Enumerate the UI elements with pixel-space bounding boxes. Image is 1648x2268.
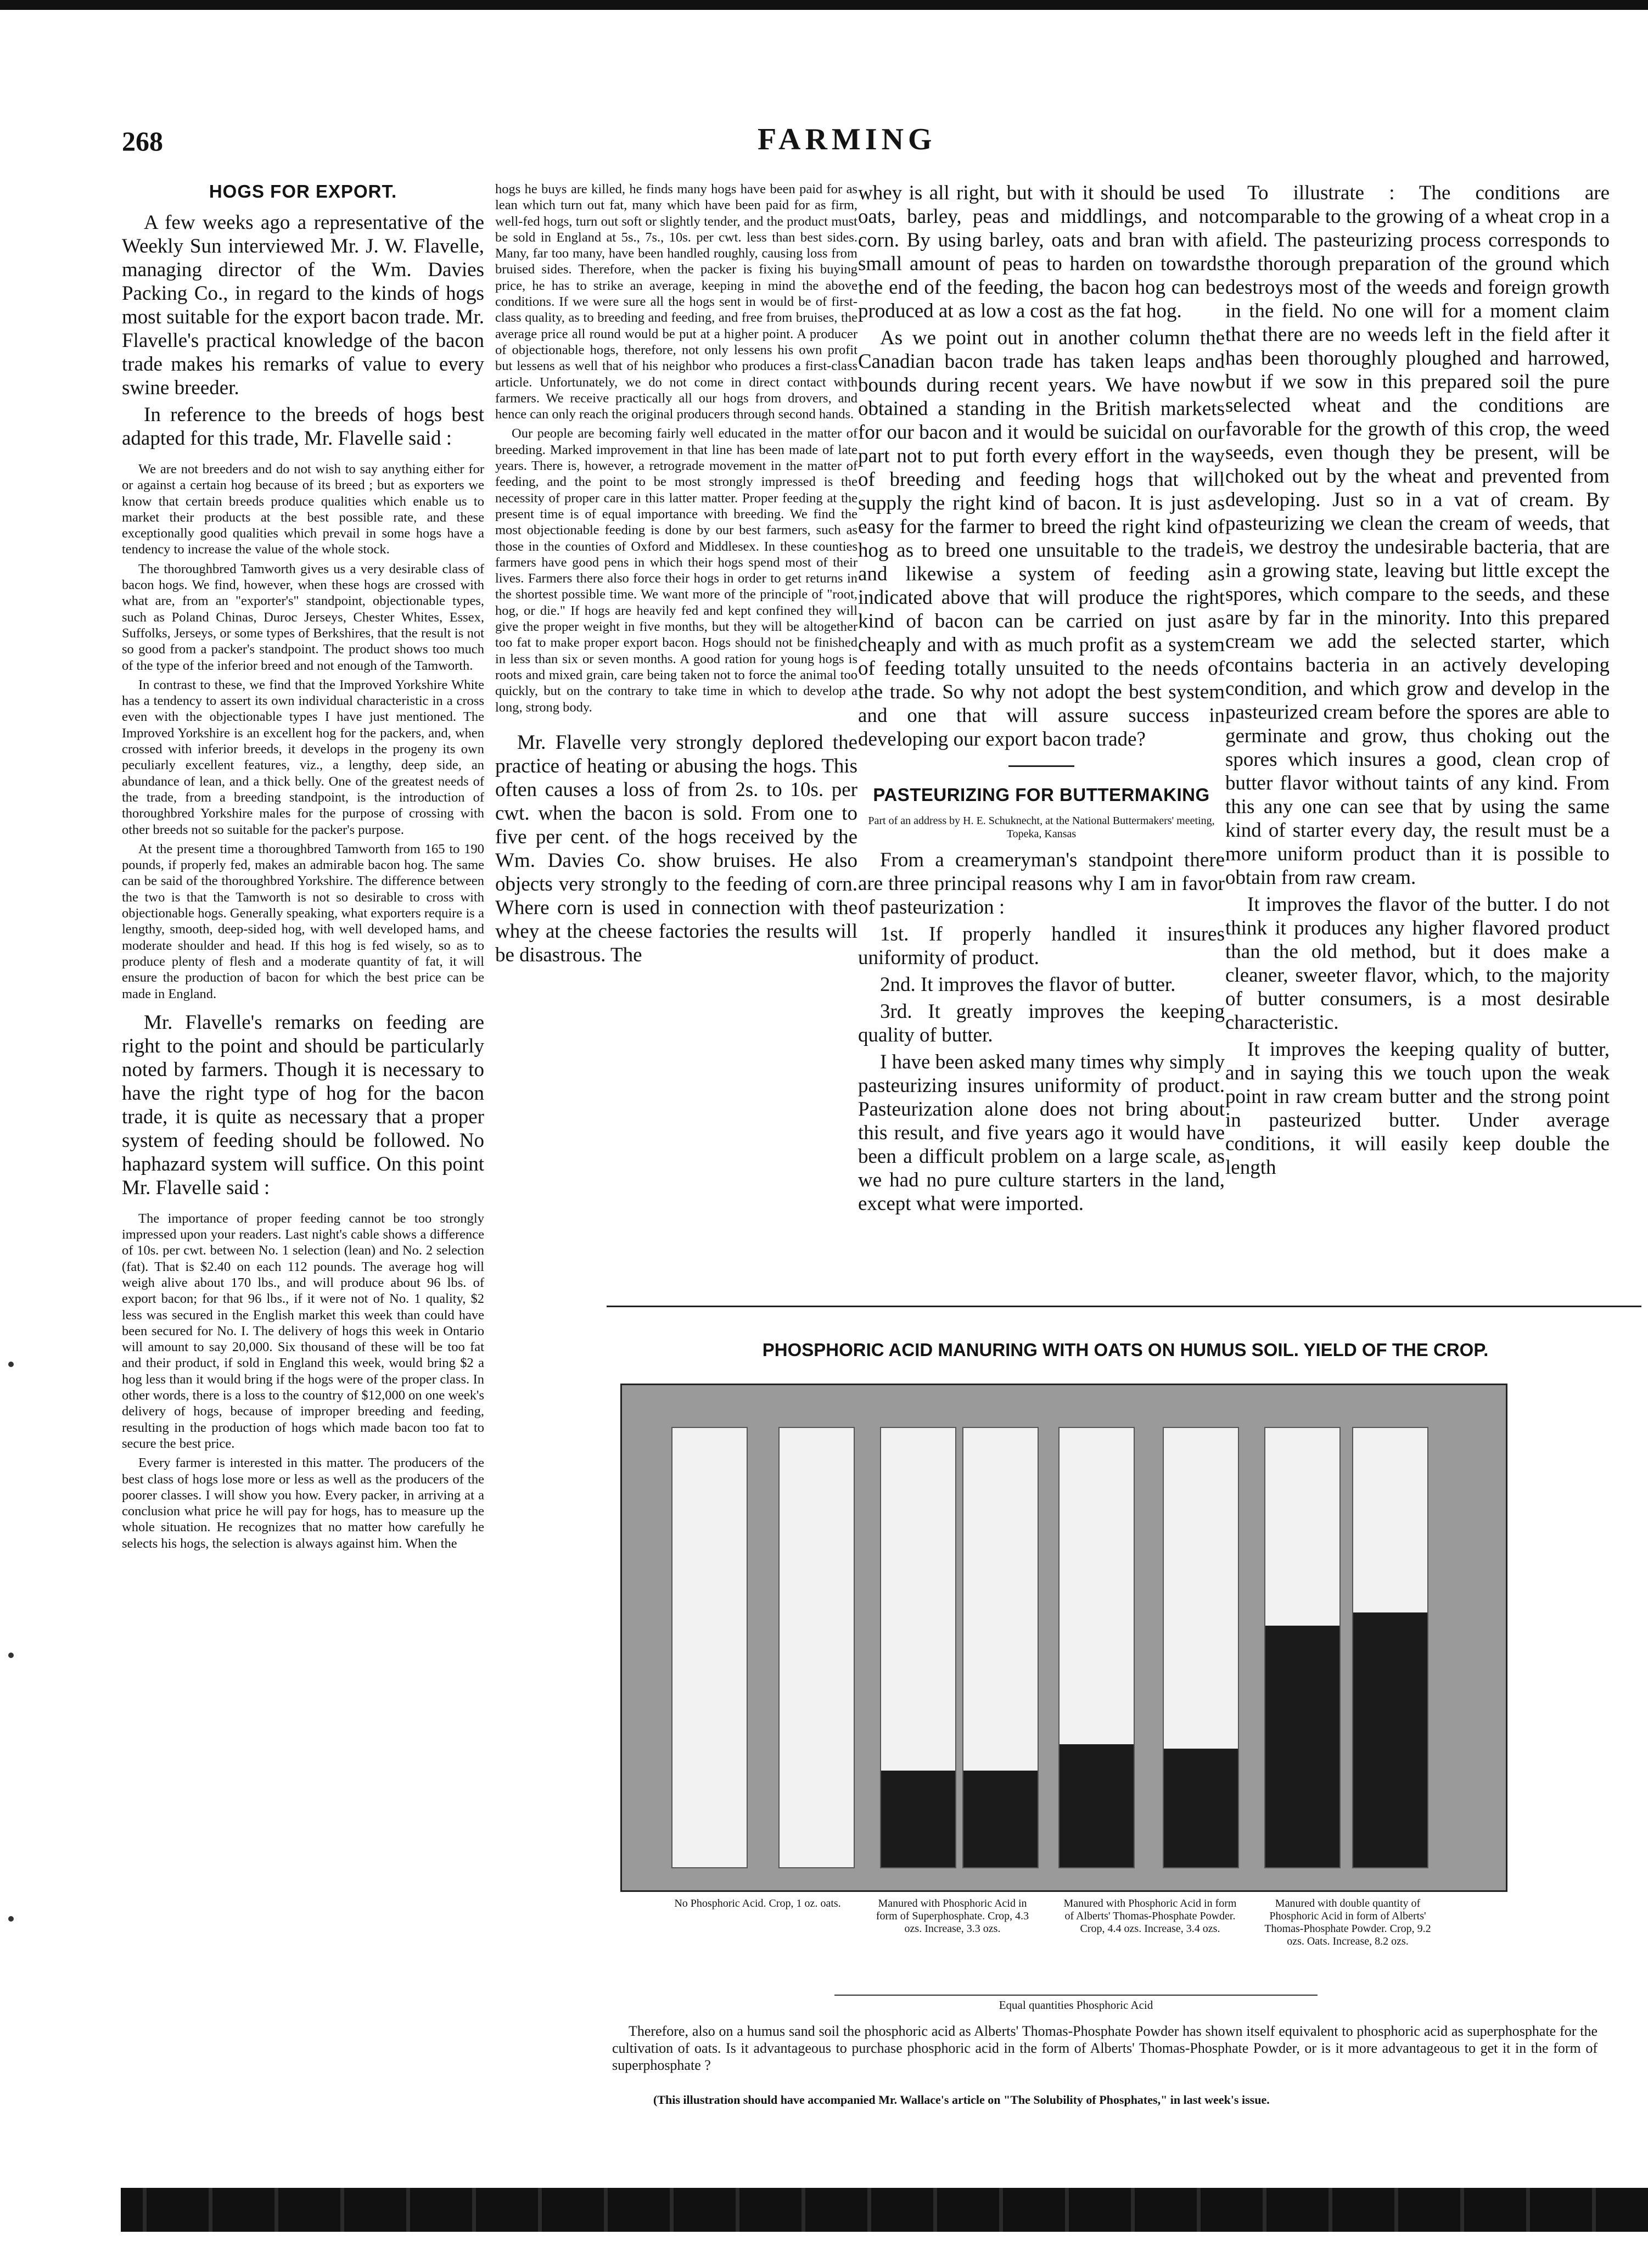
hogs-closing-paragraph: Mr. Flavelle very strongly deplored the practice of heating or abusing the hogs. This often causes a loss of from 2s. to 10s. per cwt. when the bacon is sold. From one to five per cent. of the hogs received by the Wm. Davies Co. show bruises. He also objects very strongly to the feeding of corn. Where corn is used in connection with the whey at the cheese factories the results will be disastrous. The [495, 731, 857, 966]
hogs-intro-paragraph: In reference to the breeds of hogs best adapted for this trade, Mr. Flavelle said : [122, 404, 484, 450]
pot [1058, 1427, 1135, 1868]
hogs-quote-paragraph: We are not breeders and do not wish to say anything either for or against a certain hog because of its breed ; but as exporters we know that certain breeds produce qualities which enable us to market their products at the best possible rate, and these exceptionally good qualities which prevail in some hogs have a tendency to increase the value of the whole stock. [122, 462, 484, 557]
oat-yield-fill [1164, 1749, 1238, 1867]
butter-paragraph: I have been asked many times why simply pasteurizing insures uniformity of product. Pasteurization alone does not bring about this result, and five years ago it would have been a difficult problem on a large scale, as we had no pure culture starters in the land, except what were imported. [858, 1051, 1225, 1215]
pot [962, 1427, 1039, 1868]
column-3 [858, 181, 1225, 1219]
margin-mark [8, 1916, 14, 1922]
pot [671, 1427, 748, 1868]
top-border-rule [0, 0, 1648, 10]
hogs-closing-paragraph: whey is all right, but with it should be used oats, barley, peas and middlings, and not corn. By using barley, oats and bran with a small amount of peas to harden on towards the end of the feeding, the bacon hog can be produced at as low a cost as the fat hog. [858, 182, 1225, 322]
oat-pots-photograph [620, 1384, 1507, 1892]
figure-caption: No Phosphoric Acid. Crop, 1 oz. oats. [674, 1897, 841, 1909]
oat-yield-fill [1265, 1626, 1339, 1867]
figure-note: Therefore, also on a humus sand soil the phosphoric acid as Alberts' Thomas-Phosphate Powder has shown itself equivalent to phosphoric acid as superphosphate for the cultivation of oats. Is it advantageous to purchase phosphoric acid in the form of Alberts' Thomas-Phosphate Powder, or is it more advantageous to get it in the form of superphosphate ? [612, 2023, 1597, 2073]
pot [1264, 1427, 1341, 1868]
equal-quantities-label: Equal quantities Phosphoric Acid [999, 1998, 1153, 2012]
hogs-quote-paragraph: The thoroughbred Tamworth gives us a very desirable class of bacon hogs. We find, however, when these hogs are crossed with what are, from an "exporter's" standpoint, objectionable types, such as Poland Chinas, Duroc Jerseys, Chester Whites, Essex, Suffolks, Jerseys, or some types of Berkshires, that the result is not so good from a packer's standpoint. The product shows too much of the type of the inferior breed and not enough of the Tamworth. [122, 561, 484, 673]
hogs-closing-paragraph: As we point out in another column the Canadian bacon trade has taken leaps and bounds during recent years. We have now obtained a standing in the British markets for our bacon and it would be suicidal on our part not to put forth every effort in the way of breeding and feeding hogs that will supply the right kind of bacon. It is just as easy for the farmer to breed the right kind of hog as to breed one unsuitable to the trade and likewise a system of feeding as indicated above that will produce the right kind of bacon can be carried on just as cheaply and with as much profit as a system of feeding totally unsuited to the needs of the trade. So why not adopt the best system and one that will assure success in developing our export bacon trade? [858, 327, 1225, 751]
butter-paragraph: It improves the keeping quality of butter, and in saying this we touch upon the weak point in raw cream butter and the strong point in pasteurized butter. Under average conditions, it will easily keep double the length [1225, 1038, 1610, 1179]
pot [778, 1427, 855, 1868]
figure-top-rule [607, 1306, 1641, 1307]
equal-quantities-brace [834, 1995, 1318, 1996]
hogs-quote-paragraph: At the present time a thoroughbred Tamworth from 165 to 190 pounds, if properly fed, makes an admirable bacon hog. The same can be said of the thoroughbred Yorkshire. The difference between the two is that the Tamworth is not so desirable to cross with objectionable hogs. Generally speaking, what exporters require is a lengthy, smooth, deep-sided hog, with well developed hams, and moderate shoulder and head. If this hog is fed wisely, so as to produce plenty of flesh and a moderate quantity of fat, it will ensure the production of bacon for which the best price can be made in England. [122, 841, 484, 1001]
hogs-quote-paragraph: In contrast to these, we find that the Improved Yorkshire White has a tendency to assert its own individual characteristic in a cross even with the objectionable types I have just mentioned. The Improved Yorkshire is an excellent hog for the packers, and, when crossed with inferior breeds, it develops in the progeny its own peculiarly excellent features, viz., a lengthy, deep side, an abundance of lean, and a thick belly. One of the greatest needs of the trade, from a breeding standpoint, is the introduction of thoroughbred Yorkshire males for the purpose of crossing with other breeds not so suitable for the packer's purpose. [122, 677, 484, 837]
butter-paragraph: To illustrate : The conditions are comparable to the growing of a wheat crop in a field. The pasteurizing process corresponds to the thorough preparation of the ground which destroys most of the weeds and foreign growth in the field. No one will for a moment claim that there are no weeds left in the field after it has been thoroughly ploughed and harrowed, but if we sow in this prepared soil the pure selected wheat and the conditions are favorable for the growth of this crop, the weed seeds, even though they be present, will be choked out by the wheat and prevented from developing. Just so in a vat of cream. By pasteurizing we clean the cream of weeds, that is, we destroy the undesirable bacteria, that are in a growing state, leaving but little except the spores, which compare to the seeds, and these are by far in the minority. Into this prepared cream we add the selected starter, which contains bacteria in an actively developing condition, and which grow and develop in the pasteurized cream before the spores are able to germinate and grow, thus choking out the spores which insures a good, clean crop of butter flavor without taints of any kind. From this any one can see that by using the same kind of starter every day, the result must be a more uniform product than it is possible to obtain from raw cream. [1225, 182, 1610, 889]
pot [880, 1427, 956, 1868]
hogs-quote-paragraph: Every farmer is interested in this matter. The producers of the best class of hogs lose more or less as well as the producers of the poorer classes. I will show you how. Every packer, in arriving at a conclusion what price he will pay for hogs, has to measure up the whole situation. He recognizes that no matter how carefully he selects his hogs, the selection is always against him. When the [122, 1455, 484, 1551]
section-divider [1008, 765, 1074, 769]
hogs-intro-paragraph: A few weeks ago a representative of the Weekly Sun interviewed Mr. J. W. Flavelle, managing director of the Wm. Davies Packing Co., in regard to the kinds of hogs most suitable for the export bacon trade. Mr. Flavelle's practical knowledge of the bacon trade makes his remarks of value to every swine breeder. [122, 211, 484, 399]
column-2 [495, 181, 857, 970]
hogs-quote-paragraph: hogs he buys are killed, he finds many hogs have been paid for as lean which turn out fat, many which have been paid for as firm, well-fed hogs, turn out soft or slightly tender, and the product must be sold in England at 5s., 7s., 10s. per cwt. less than best sides. Many, far too many, have been handled roughly, causing loss from bruised sides. Therefore, when the packer is fixing his buying price, he has to strike an average, keeping in mind the above conditions. If we were sure all the hogs sent in would be of first-class quality, as to breeding and feeding, and free from bruises, the average price all round would be put at a higher point. A producer of objectionable hogs, therefore, not only lessens his own profit but lessens as well that of his neighbor who produces a first-class article. Unfortunately, we do not come in direct contact with farmers. We receive practically all our hogs from drovers, and hence can only reach the original producers through second hands. [495, 182, 857, 422]
margin-mark [8, 1653, 14, 1658]
butter-paragraph: 3rd. It greatly improves the keeping quality of butter. [858, 1000, 1225, 1046]
hogs-middle-paragraph: Mr. Flavelle's remarks on feeding are right to the point and should be particularly noted by farmers. Though it is necessary to have the right type of hog for the bacon trade, it is quite as necessary that a proper system of feeding should be followed. No haphazard system will suffice. On this point Mr. Flavelle said : [122, 1011, 484, 1199]
butter-paragraph: 2nd. It improves the flavor of butter. [880, 973, 1176, 996]
oat-yield-fill [881, 1771, 955, 1867]
article-title-pasteurizing: PASTEURIZING FOR BUTTERMAKING [873, 785, 1210, 805]
pot [1163, 1427, 1239, 1868]
figure-caption: Manured with Phosphoric Acid in form of Superphosphate. Crop, 4.3 ozs. Increase, 3.3 ozs. [876, 1897, 1029, 1935]
column-4 [1225, 181, 1610, 1183]
page-number: 268 [122, 126, 163, 156]
oat-yield-fill [963, 1771, 1038, 1867]
running-head: FARMING [758, 122, 937, 156]
figure-footnote: (This illustration should have accompanied Mr. Wallace's article on "The Solubility of Phosphates," in last week's issue. [653, 2093, 1270, 2107]
figure-caption: Manured with double quantity of Phosphoric Acid in form of Alberts' Thomas-Phosphate Powder. Crop, 9.2 ozs. Oats. Increase, 8.2 ozs. [1264, 1897, 1431, 1947]
figure-title: PHOSPHORIC ACID MANURING WITH OATS ON HUMUS SOIL. YIELD OF THE CROP. [762, 1340, 1489, 1360]
pot [1352, 1427, 1428, 1868]
hogs-quote-paragraph: The importance of proper feeding cannot be too strongly impressed upon your readers. Last night's cable shows a difference of 10s. per cwt. between No. 1 selection (lean) and No. 2 selection (fat). That is $2.40 on each 112 pounds. The average hog will weigh alive about 170 lbs., and will produce about 96 lbs. of export bacon; for that 96 lbs., if it were not of No. 1 quality, $2 less was secured in the English market this week than could have been secured for No. I. The delivery of hogs this week in Ontario will amount to say 20,000. Six thousand of these will be too fat and their product, if sold in England this week, would bring $2 a hog less than it would bring if the hogs were of the proper class. In other words, there is a loss to the country of $12,000 on one week's delivery of hogs, because of improper breeding and feeding, resulting in the production of hogs which made bacon too fat to secure the best price. [122, 1211, 484, 1451]
figure-caption: Manured with Phosphoric Acid in form of Alberts' Thomas-Phosphate Powder. Crop, 4.4 ozs. Increase, 3.4 ozs. [1063, 1897, 1237, 1935]
column-1 [122, 181, 484, 1555]
bottom-border-rule [121, 2188, 1648, 2232]
oat-yield-fill [1353, 1612, 1427, 1867]
oat-yield-fill [1060, 1744, 1134, 1867]
article-byline: Part of an address by H. E. Schuknecht, at the National Buttermakers' meeting, Topeka, Kansas [868, 815, 1215, 840]
butter-paragraph: 1st. If properly handled it insures uniformity of product. [858, 923, 1225, 969]
hogs-quote-paragraph: Our people are becoming fairly well educated in the matter of breeding. Marked improvement in that line has been made of late years. There is, however, a retrograde movement in the matter of feeding, and the point to be most strongly impressed is the necessity of proper care in this latter matter. Proper feeding at the present time is of equal importance with breeding. We find the most objectionable feeding is done by our best farmers, such as those in the counties of Oxford and Middlesex. In these counties farmers have good pens in which their hogs spend most of their lives. Farmers there also force their hogs in order to get returns in the shortest possible time. We want more of the principle of "root, hog, or die." If hogs are heavily fed and kept confined they will give the proper weight in five months, but they will be altogether too fat to make proper export bacon. Hogs should not be finished in less than six or seven months. A good ration for young hogs is roots and mixed grain, care being taken not to force the animal too quickly, but on the contrary to take time in which to develop a long, strong body. [495, 426, 857, 715]
butter-paragraph: From a creameryman's standpoint there are three principal reasons why I am in favor of pasteurization : [858, 849, 1225, 919]
margin-mark [8, 1362, 14, 1367]
article-title-hogs: HOGS FOR EXPORT. [209, 181, 397, 201]
butter-paragraph: It improves the flavor of the butter. I do not think it produces any higher flavored product than the old method, but it does make a cleaner, sweeter flavor, which, to the majority of butter consumers, is a most desirable characteristic. [1225, 893, 1610, 1034]
